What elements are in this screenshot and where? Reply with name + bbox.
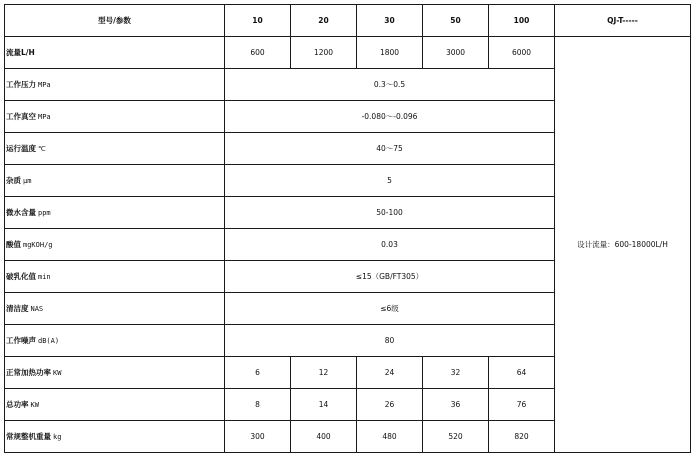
table-cell: 24 [357, 357, 423, 389]
table-row [5, 37, 691, 69]
header-label: 型号/参数 [5, 5, 225, 37]
row-label: 运行温度 ℃ [5, 133, 225, 165]
table-cell: 5 [225, 165, 555, 197]
model-30: 30 [357, 5, 423, 37]
row-label: 杂质 μm [5, 165, 225, 197]
row-label: 酸值 mgKOH/g [5, 229, 225, 261]
table-cell: 400 [291, 421, 357, 453]
table-cell: 1200 [291, 37, 357, 69]
row-label: 破乳化值 min [5, 261, 225, 293]
table-cell: 26 [357, 389, 423, 421]
table-cell: 520 [423, 421, 489, 453]
table-cell: 1800 [357, 37, 423, 69]
table-cell: 40～75 [225, 133, 555, 165]
table-cell: 14 [291, 389, 357, 421]
row-label: 清洁度 NAS [5, 293, 225, 325]
model-10: 10 [225, 5, 291, 37]
row-label: 总功率 KW [5, 389, 225, 421]
row-label: 工作噪声 dB(A) [5, 325, 225, 357]
row-label: 常规整机重量 kg [5, 421, 225, 453]
model-series: QJ-T----- [555, 5, 691, 37]
table-cell: 64 [489, 357, 555, 389]
model-20: 20 [291, 5, 357, 37]
table-cell: 300 [225, 421, 291, 453]
table-cell: 820 [489, 421, 555, 453]
header-row [5, 5, 691, 37]
table-cell: 80 [225, 325, 555, 357]
table-cell: 8 [225, 389, 291, 421]
model-50: 50 [423, 5, 489, 37]
table-cell: ≤6级 [225, 293, 555, 325]
table-cell: 6000 [489, 37, 555, 69]
row-label: 流量L/H [5, 37, 225, 69]
design-flow-note: 设计流量：600-18000L/H [555, 37, 691, 453]
row-label: 正常加热功率 KW [5, 357, 225, 389]
table-cell: -0.080～-0.096 [225, 101, 555, 133]
table-cell: 0.3～0.5 [225, 69, 555, 101]
table-cell: 12 [291, 357, 357, 389]
table-cell: 3000 [423, 37, 489, 69]
row-label: 工作压力 MPa [5, 69, 225, 101]
table-cell: 36 [423, 389, 489, 421]
table-cell: 480 [357, 421, 423, 453]
table-cell: 32 [423, 357, 489, 389]
table-cell: 50-100 [225, 197, 555, 229]
table-cell: 76 [489, 389, 555, 421]
row-label: 工作真空 MPa [5, 101, 225, 133]
row-label: 微水含量 ppm [5, 197, 225, 229]
model-100: 100 [489, 5, 555, 37]
spec-table [4, 4, 691, 453]
table-cell: 6 [225, 357, 291, 389]
table-cell: 600 [225, 37, 291, 69]
table-cell: 0.03 [225, 229, 555, 261]
table-cell: ≤15（GB/FT305） [225, 261, 555, 293]
